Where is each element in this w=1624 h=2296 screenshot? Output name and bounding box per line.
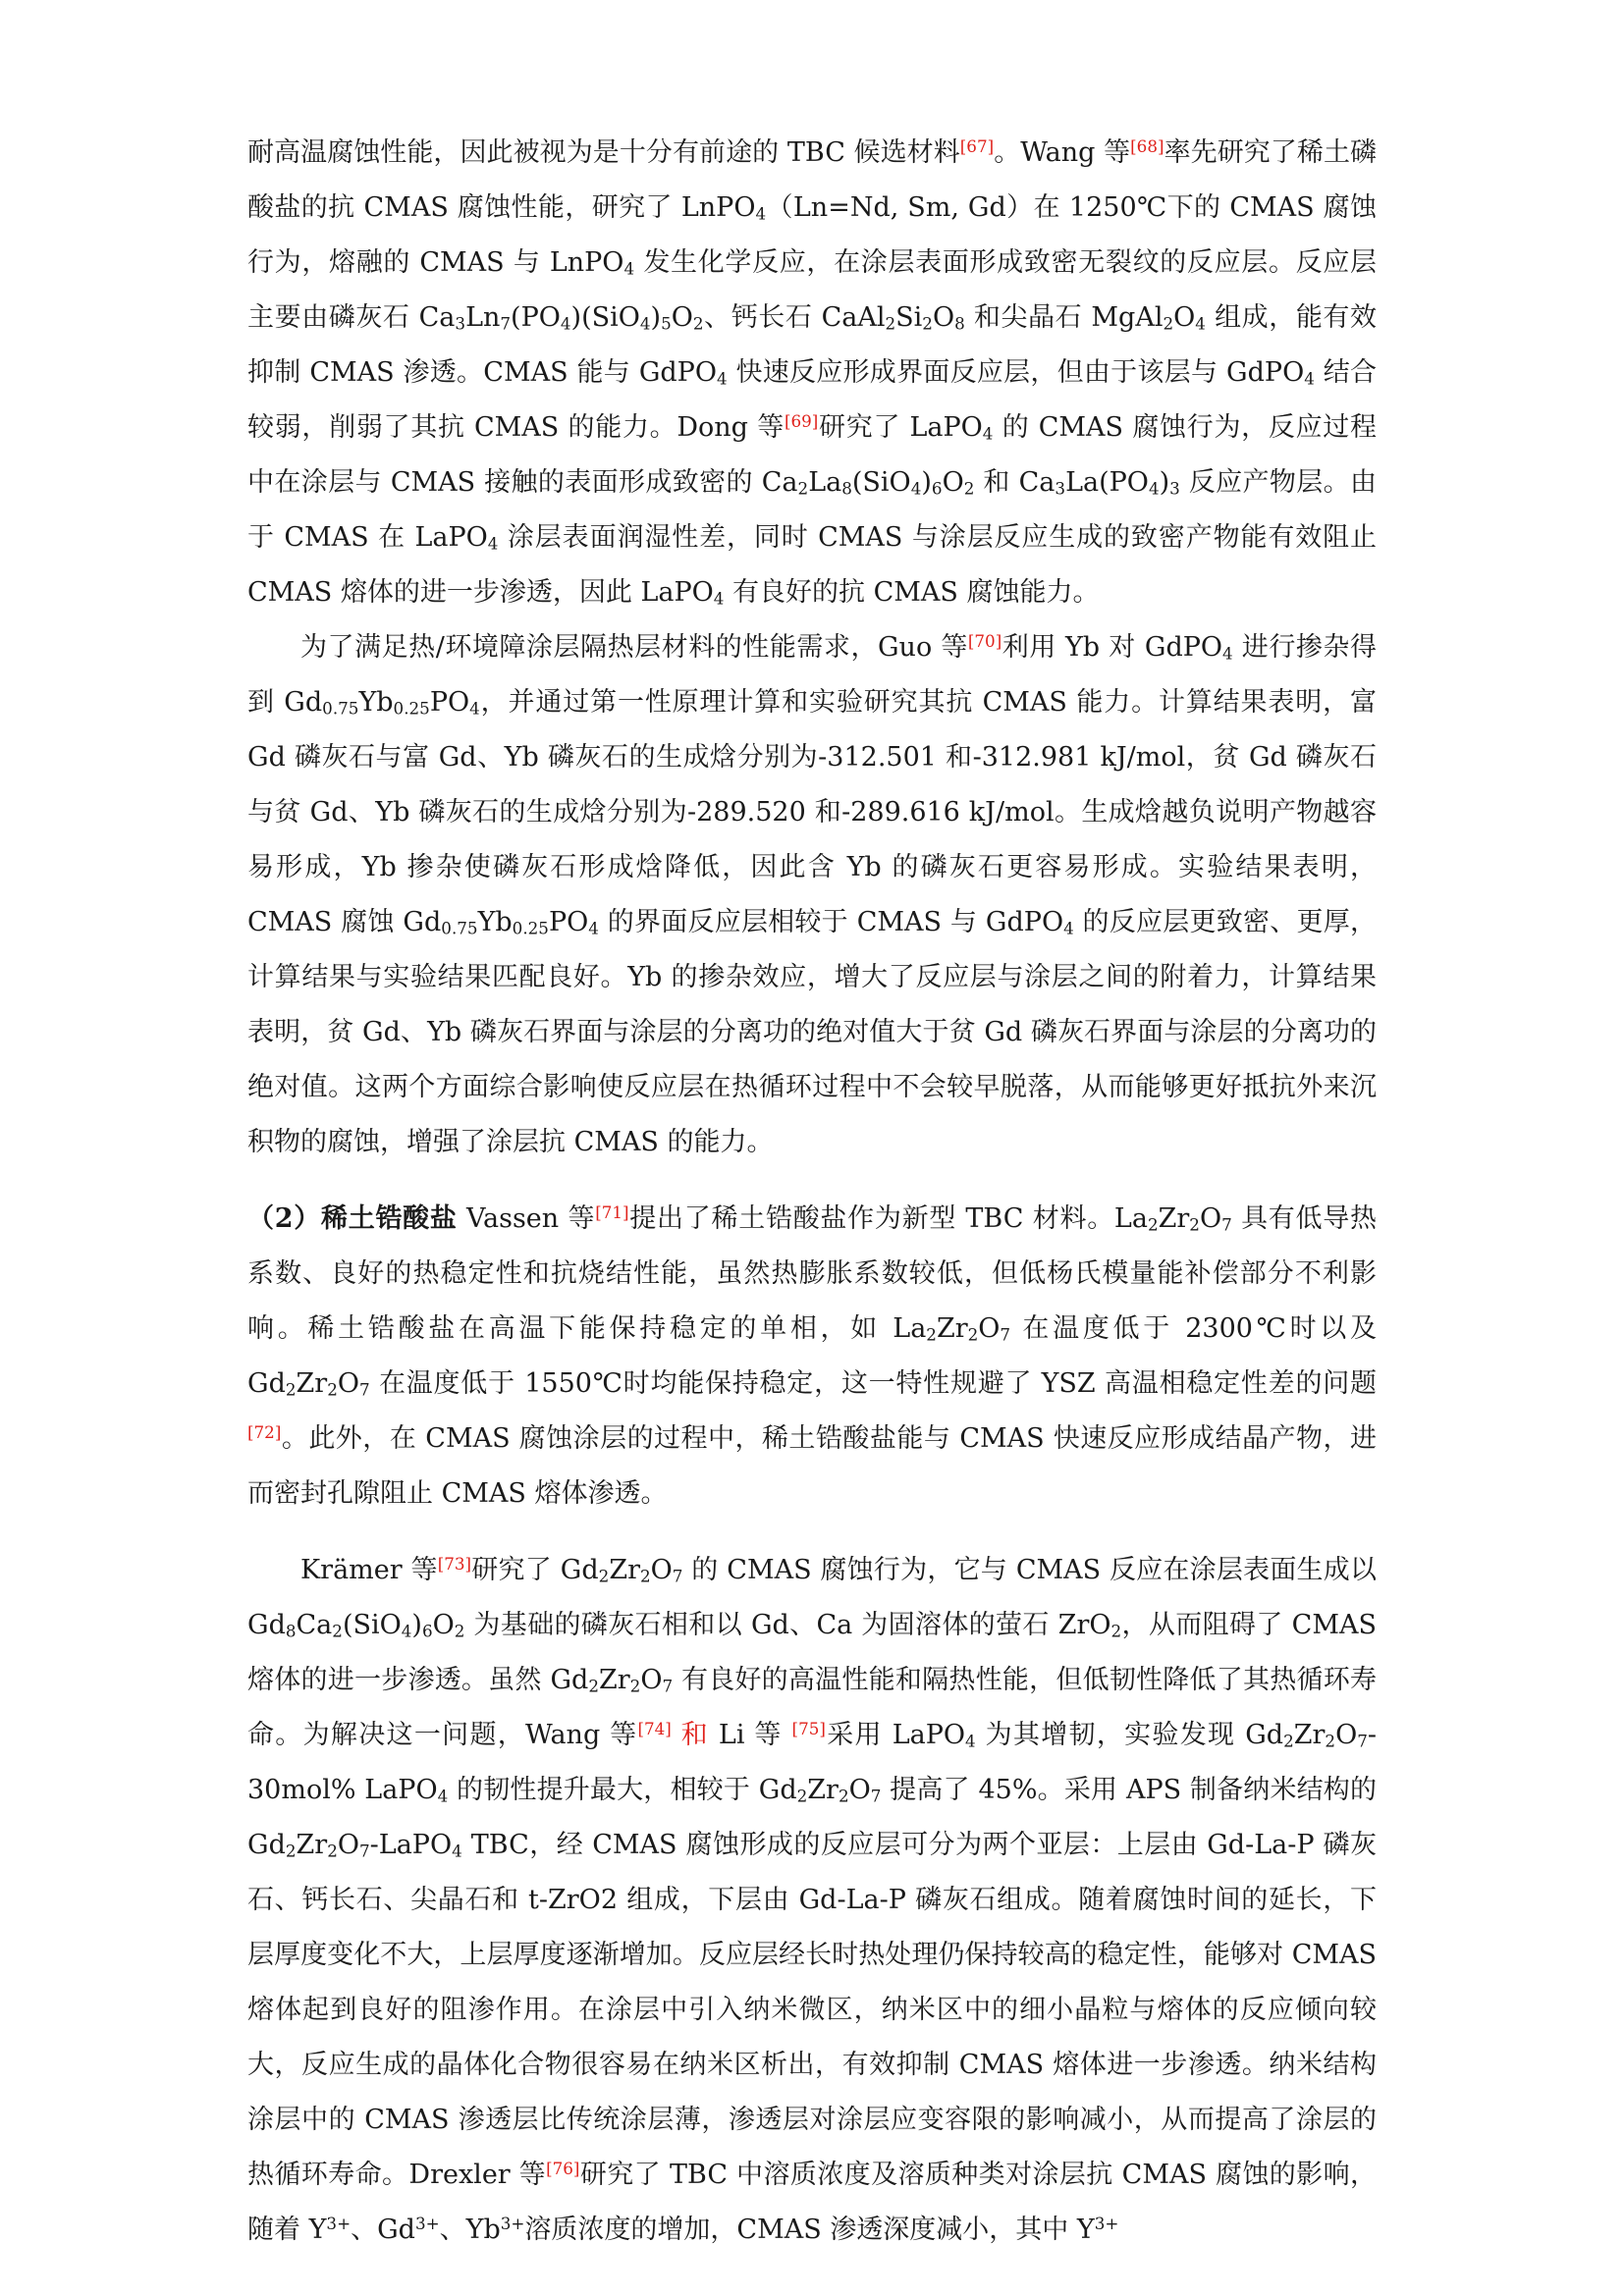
text-run: 、Gd: [351, 2215, 415, 2245]
text-run: Krämer 等: [300, 1555, 438, 1585]
document-page: [247, 126, 1377, 2258]
text-run: Zr: [296, 1368, 328, 1399]
text-run: 利用 Yb 对 GdPO: [1001, 632, 1223, 663]
text-run: 在温度低于 2300℃时以及 Gd: [247, 1313, 1377, 1399]
text-run: 3+: [1094, 2213, 1119, 2233]
text-run: 7: [672, 1566, 683, 1586]
text-run: 有良好的高温性能和隔热性能，但低韧性降低了其热循环寿命。为解决这一问题，Wang 等: [247, 1665, 1377, 1750]
text-run: 7: [1357, 1731, 1368, 1751]
text-run: 4: [1195, 313, 1206, 334]
text-run: La(PO: [1065, 467, 1149, 498]
text-run: 组成，能有效抑制 CMAS 渗透。CMAS 能与 GdPO: [247, 302, 1377, 388]
text-run: 2: [1325, 1731, 1336, 1751]
citation: [71]: [595, 1201, 629, 1222]
text-run: 4: [560, 313, 571, 334]
text-run: 有良好的抗 CMAS 腐蚀能力。: [724, 577, 1100, 608]
text-run: 4: [1222, 643, 1233, 664]
text-run: 涂层表面润湿性差，同时 CMAS 与涂层反应生成的致密产物能有效阻止 CMAS 熔体的进一步渗透，因此 LaPO: [247, 522, 1377, 608]
citation: [72]: [247, 1421, 282, 1442]
text-run: 4: [469, 698, 480, 719]
text-run: （Ln=Nd, Sm, Gd）在 1250℃下的 CMAS 腐蚀行为，熔融的 CMAS 与 LnPO: [247, 192, 1377, 278]
text-run: 2: [885, 313, 896, 334]
text-run: 4: [982, 423, 994, 444]
text-run: 研究了 LaPO: [818, 412, 983, 443]
text-run: 2: [1147, 1214, 1159, 1235]
text-run: 4: [437, 1786, 449, 1806]
text-run: 2: [963, 478, 975, 499]
text-run: -LaPO: [369, 1830, 453, 1860]
text-run: 快速反应形成界面反应层，但由于该层与 GdPO: [727, 357, 1305, 388]
text-run: 在温度低于 1550℃时均能保持稳定，这一特性规避了 YSZ 高温相稳定性差的问题: [369, 1368, 1377, 1399]
text-run: La: [808, 467, 842, 498]
text-run: 的 CMAS 腐蚀行为，反应过程中在涂层与 CMAS 接触的表面形成致密的 Ca: [247, 412, 1377, 498]
text-run: 4: [713, 588, 725, 609]
text-run: 研究了 TBC 中溶质浓度及溶质种类对涂层抗 CMAS 腐蚀的影响，随着 Y: [247, 2160, 1377, 2245]
text-run: O: [671, 302, 693, 333]
text-run: 2: [796, 1786, 808, 1806]
text-run: )(SiO: [570, 302, 640, 333]
citation: [67]: [959, 135, 995, 156]
text-run: 4: [965, 1731, 976, 1751]
text-run: ): [411, 1610, 422, 1640]
citation: [70]: [967, 630, 1002, 651]
text-run: 的反应层更致密、更厚，计算结果与实验结果匹配良好。Yb 的掺杂效应，增大了反应层与涂层之间的附着力，计算结果表明，贫 Gd、Yb 磷灰石界面与涂层的分离功的绝对值大于贫 Gd 磷灰石界面与涂层的分离功的绝对值。这两个方面综合影响使反应层在热循环过程中不会较早脱落，从而能够更好抵抗外来沉积物的腐蚀，增强了涂层抗 CMAS 的能力。: [247, 907, 1377, 1157]
text-run: 4: [1063, 918, 1074, 938]
text-run: 7: [358, 1379, 370, 1400]
text-run: 进行掺杂得到 Gd: [247, 632, 1377, 718]
text-run: 0.75: [322, 698, 359, 719]
text-run: 3: [1169, 478, 1180, 499]
text-run: 和尖晶石 MgAl: [964, 302, 1164, 333]
text-run: Zr: [936, 1313, 968, 1344]
text-run: 3+: [414, 2213, 440, 2233]
text-run: Li 等: [718, 1720, 792, 1750]
text-run: 2: [926, 1324, 937, 1345]
text-run: 发生化学反应，在涂层表面形成致密无裂纹的反应层。反应层主要由磷灰石 Ca: [247, 247, 1377, 333]
text-run: Zr: [807, 1775, 839, 1805]
text-run: Vassen 等: [457, 1203, 596, 1234]
text-run: 2: [797, 478, 809, 499]
text-run: 0.25: [512, 918, 549, 938]
text-run: 4: [910, 478, 922, 499]
paragraph-p1: [247, 126, 1377, 620]
citation: [76]: [546, 2158, 580, 2178]
text-run: 4: [716, 368, 728, 389]
text-run: 7: [1000, 1324, 1011, 1345]
text-run: 4: [1148, 478, 1160, 499]
text-run: 4: [588, 918, 599, 938]
paragraph-p3: [247, 1192, 1377, 1522]
text-run: 5: [661, 313, 672, 334]
text-run: 2: [332, 1621, 343, 1641]
text-run: Zr: [609, 1555, 640, 1585]
text-run: 4: [487, 533, 499, 554]
text-run: 0.25: [393, 698, 430, 719]
text-run: Yb: [358, 687, 394, 718]
text-run: O: [337, 1368, 359, 1399]
text-run: 为基础的磷灰石相和以 Gd、Ca 为固溶体的萤石 ZrO: [464, 1610, 1111, 1640]
text-run: (PO: [511, 302, 561, 333]
citation: [73]: [437, 1553, 472, 1574]
text-run: Ca: [296, 1610, 333, 1640]
text-run: 8: [954, 313, 965, 334]
text-run: 7: [500, 313, 512, 334]
text-run: Zr: [1293, 1720, 1326, 1750]
citation: [75]: [791, 1718, 826, 1738]
text-run: 8: [285, 1621, 297, 1641]
text-run: 2: [454, 1621, 465, 1641]
text-run: Si: [895, 302, 923, 333]
text-run: 7: [662, 1676, 674, 1696]
text-run: 2: [692, 313, 704, 334]
text-run: 7: [1221, 1214, 1232, 1235]
citation: [74]: [637, 1718, 672, 1738]
text-run: ): [1159, 467, 1170, 498]
text-run: 4: [639, 313, 651, 334]
text-run: O: [848, 1775, 871, 1805]
text-run: Zr: [296, 1830, 328, 1860]
text-run: 2: [629, 1676, 641, 1696]
text-run: 反应产物层。由于 CMAS 在 LaPO: [247, 467, 1377, 553]
text-run: PO: [429, 687, 470, 718]
section-heading: （2）稀土锆酸盐: [247, 1203, 458, 1234]
citation: [68]: [1130, 135, 1164, 156]
text-run: 采用 LaPO: [825, 1720, 966, 1750]
text-run: 4: [1304, 368, 1315, 389]
text-run: Ln: [465, 302, 501, 333]
text-run: 2: [327, 1379, 338, 1400]
text-run: PO: [548, 907, 589, 937]
text-run: 2: [1163, 313, 1174, 334]
text-run: 2: [588, 1676, 599, 1696]
text-run: O: [942, 467, 964, 498]
text-run: 。Wang 等: [994, 137, 1131, 168]
text-run: 为其增韧，实验发现 Gd: [975, 1720, 1284, 1750]
text-run: 耐高温腐蚀性能，因此被视为是十分有前途的 TBC 候选材料: [247, 137, 960, 168]
text-run: 4: [755, 203, 767, 224]
text-run: 2: [327, 1841, 338, 1861]
text-run: 提高了 45%。采用 APS 制备纳米结构的 Gd: [247, 1775, 1377, 1860]
text-run: (SiO: [851, 467, 911, 498]
text-run: 2: [967, 1324, 979, 1345]
text-run: ，并通过第一性原理计算和实验研究其抗 CMAS 能力。计算结果表明，富 Gd 磷灰石与富 Gd、Yb 磷灰石的生成焓分别为-312.501 和-312.981 kJ/mol，贫 Gd 磷灰石与贫 Gd、Yb 磷灰石的生成焓分别为-289.520 和-289.616 kJ/mol。生成焓越负说明产物越容易形成，Yb 掺杂使磷灰石形成焓降低，因此含 Yb 的磷灰石更容易形成。实验结果表明，CMAS 腐蚀 Gd: [247, 687, 1378, 937]
text-run: O: [932, 302, 955, 333]
text-run: Zr: [599, 1665, 630, 1695]
text-run: O: [432, 1610, 455, 1640]
text-run: 6: [421, 1621, 433, 1641]
text-run: 7: [870, 1786, 882, 1806]
text-run: 溶质浓度的增加，CMAS 渗透深度减小，其中 Y: [524, 2215, 1095, 2245]
text-run: 的 CMAS 腐蚀行为，它与 CMAS 反应在涂层表面生成以 Gd: [247, 1555, 1378, 1640]
text-run: 2: [1110, 1621, 1122, 1641]
text-run: 的界面反应层相较于 CMAS 与 GdPO: [598, 907, 1064, 937]
text-run: 2: [1189, 1214, 1200, 1235]
text-run: 2: [285, 1841, 297, 1861]
text-run: (SiO: [342, 1610, 402, 1640]
text-run: 2: [922, 313, 933, 334]
text-run: 2: [1283, 1731, 1294, 1751]
text-run: 的韧性提升最大，相较于 Gd: [448, 1775, 797, 1805]
text-run: O: [1173, 302, 1196, 333]
text-run: 8: [841, 478, 852, 499]
text-run: 0.75: [441, 918, 478, 938]
text-run: ，从而阻碍了 CMAS 熔体的进一步渗透。虽然 Gd: [247, 1610, 1377, 1695]
paragraph-p2: [247, 620, 1377, 1170]
text-run: 6: [931, 478, 943, 499]
text-run: 3+: [326, 2213, 352, 2233]
text-run: 4: [401, 1621, 412, 1641]
text-run: 、Yb: [439, 2215, 501, 2245]
text-run: 3: [1055, 478, 1066, 499]
text-run: O: [978, 1313, 1001, 1344]
text-run: 、钙长石 CaAl: [703, 302, 886, 333]
text-run: 率先研究了稀土磷酸盐的抗 CMAS 腐蚀性能，研究了 LnPO: [247, 137, 1378, 223]
text-run: Yb: [477, 907, 513, 937]
citation: [69]: [784, 410, 819, 431]
text-run: 为了满足热/环境障涂层隔热层材料的性能需求，Guo 等: [300, 632, 968, 663]
text-run: 2: [598, 1566, 610, 1586]
text-run: 具有低导热系数、良好的热稳定性和抗烧结性能，虽然热膨胀系数较低，但低杨氏模量能补偿部分不利影响。稀土锆酸盐在高温下能保持稳定的单相，如 La: [247, 1203, 1377, 1344]
text-run: 结合较弱，削弱了其抗 CMAS 的能力。Dong 等: [247, 357, 1377, 443]
text-run: ): [921, 467, 932, 498]
text-run: 7: [358, 1841, 370, 1861]
text-run: 和: [671, 1720, 719, 1750]
text-run: 。此外，在 CMAS 腐蚀涂层的过程中，稀土锆酸盐能与 CMAS 快速反应形成结晶产物，进而密封孔隙阻止 CMAS 熔体渗透。: [247, 1423, 1377, 1509]
text-run: 和 Ca: [974, 467, 1056, 498]
text-run: 2: [838, 1786, 849, 1806]
text-run: 2: [285, 1379, 297, 1400]
text-run: ): [650, 302, 662, 333]
paragraph-p4: [247, 1543, 1377, 2258]
text-run: -30mol% LaPO: [247, 1720, 1377, 1805]
text-run: O: [1335, 1720, 1358, 1750]
text-run: 2: [640, 1566, 651, 1586]
text-run: O: [650, 1555, 673, 1585]
text-run: 4: [623, 258, 635, 279]
text-run: Zr: [1158, 1203, 1190, 1234]
text-run: O: [1199, 1203, 1222, 1234]
text-run: 4: [452, 1841, 462, 1861]
text-run: 3+: [500, 2213, 525, 2233]
text-run: O: [337, 1830, 359, 1860]
text-run: 3: [455, 313, 466, 334]
text-run: TBC，经 CMAS 腐蚀形成的反应层可分为两个亚层：上层由 Gd-La-P 磷灰石、钙长石、尖晶石和 t-ZrO2 组成，下层由 Gd-La-P 磷灰石组成。随着腐蚀时间的延长，下层厚度变化不大，上层厚度逐渐增加。反应层经长时热处理仍保持较高的稳定性，能够对 CMAS 熔体起到良好的阻渗作用。在涂层中引入纳米微区，纳米区中的细小晶粒与熔体的反应倾向较大，反应生成的晶体化合物很容易在纳米区析出，有效抑制 CMAS 熔体进一步渗透。纳米结构涂层中的 CMAS 渗透层比传统涂层薄，渗透层对涂层应变容限的影响减小，从而提高了涂层的热循环寿命。Drexler 等: [247, 1830, 1377, 2190]
text-run: 研究了 Gd: [471, 1555, 599, 1585]
text-run: 提出了稀土锆酸盐作为新型 TBC 材料。La: [628, 1203, 1148, 1234]
text-run: O: [640, 1665, 663, 1695]
